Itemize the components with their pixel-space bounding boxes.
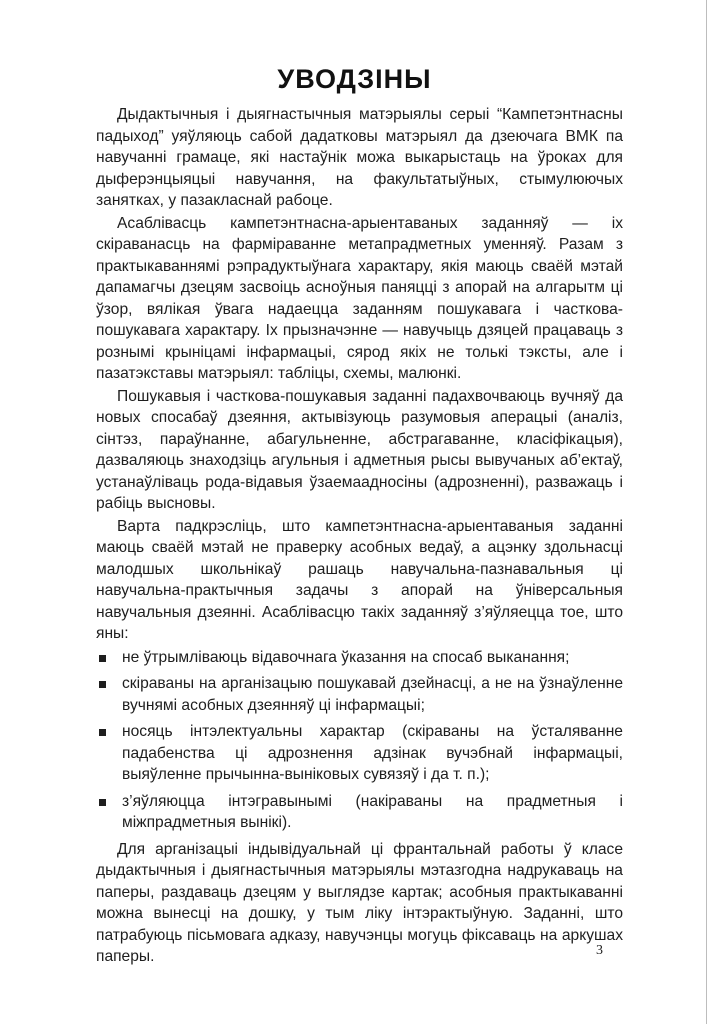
square-bullet-icon	[99, 655, 106, 662]
paragraph-search-tasks: Пошукавыя і часткова-пошукавыя заданні падахвочваюць вучняў да новых спосабаў дзеяння, актывізуюць разумовыя аперацыі (аналіз, сінтэз, параўнанне, абагульненне, абстрагаванне, класіфікацыя), дазваляюць знаходзіць агульныя і адметныя рысы вывучаных аб’ектаў, устанаўліваць рода-відавыя ўзаемаадносіны (адрозненні), разважаць і рабіць высновы.	[96, 387, 623, 512]
page-number: 3	[596, 943, 603, 958]
list-item-text: з’яўляюцца інтэгравынымі (накіраваны на прадметныя і міжпрадметныя вынікі).	[122, 792, 623, 831]
list-item	[96, 721, 623, 786]
paragraph-features: Асаблівасць кампетэнтнасна-арыентаваных заданняў — іх скіраванасць на фарміраванне метапрадметных уменняў. Разам з практыкаваннямі рэпрадуктыўнага характару, якія маюць сваёй мэтай дапамагчы дзецям засвоіць асноўныя паняцці з апорай на алгарытм ці ўзор, вялікая ўвага надаецца заданням пошукавага і часткова-пошукавага характару. Іх прызначэнне — навучыць дзяцей працаваць з рознымі крыніцамі інфармацыі, сярод якіх не толькі тэксты, але і пазатэкставы матэрыял: табліцы, схемы, малюнкі.	[96, 214, 623, 382]
paragraph-intro: Дыдактычныя і дыягнастычныя матэрыялы серыі “Кампетэнтнасны падыход” уяўляюць сабой дадатковы матэрыял да дзеючага ВМК па навучанні грамаце, які настаўнік можа выкарыстаць на ўроках для дыферэнцыяцыі навучання, на факультатыўных, стымулюючых занятках, у пазакласнай рабоце.	[96, 106, 623, 209]
square-bullet-icon	[99, 799, 106, 806]
paragraph-closing: Для арганізацыі індывідуальнай ці франтальнай работы ў класе дыдактычныя і дыягнастычныя матэрыялы мэтазгодна надрукаваць на паперы, раздаваць дзецям у выглядзе картак; асобныя практыкаванні можна вынесці на дошку, у тым ліку інтэрактыўную. Заданні, што патрабуюць пісьмовага адказу, навучэнцы могуць фіксаваць на аркушах паперы.	[96, 840, 623, 965]
page-title: УВОДЗІНЫ	[277, 64, 432, 94]
square-bullet-icon	[99, 729, 106, 736]
page-edge-divider	[706, 0, 707, 1024]
body-text	[96, 104, 623, 969]
task-characteristics-list	[96, 647, 623, 834]
list-item-text: носяць інтэлектуальны характар (скіраваны на ўсталяванне падабенства ці адрознення адзінак вучэбнай інфармацыі, выяўленне прычынна-выніковых сувязяў і да т. п.);	[122, 723, 623, 783]
paragraph-emphasis: Варта падкрэсліць, што кампетэнтнасна-арыентаваныя заданні маюць сваёй мэтай не праверку асобных ведаў, а ацэнку здольнасці малодшых школьнікаў рашаць навучальна-пазнавальныя ці навучальна-практычныя задачы з апорай на ўніверсальныя навучальныя дзеянні. Асаблівасцю такіх заданняў з’яўляецца тое, што яны:	[96, 517, 623, 642]
list-item	[96, 791, 623, 834]
list-item-text: не ўтрымліваюць відавочнага ўказання на спосаб выканання;	[122, 648, 570, 666]
list-item-text: скіраваны на арганізацыю пошукавай дзейнасці, а не на ўзнаўленне вучнямі асобных дзеянняў ці інфармацыі;	[122, 675, 623, 714]
list-item	[96, 647, 623, 669]
list-item	[96, 673, 623, 716]
square-bullet-icon	[99, 681, 106, 688]
